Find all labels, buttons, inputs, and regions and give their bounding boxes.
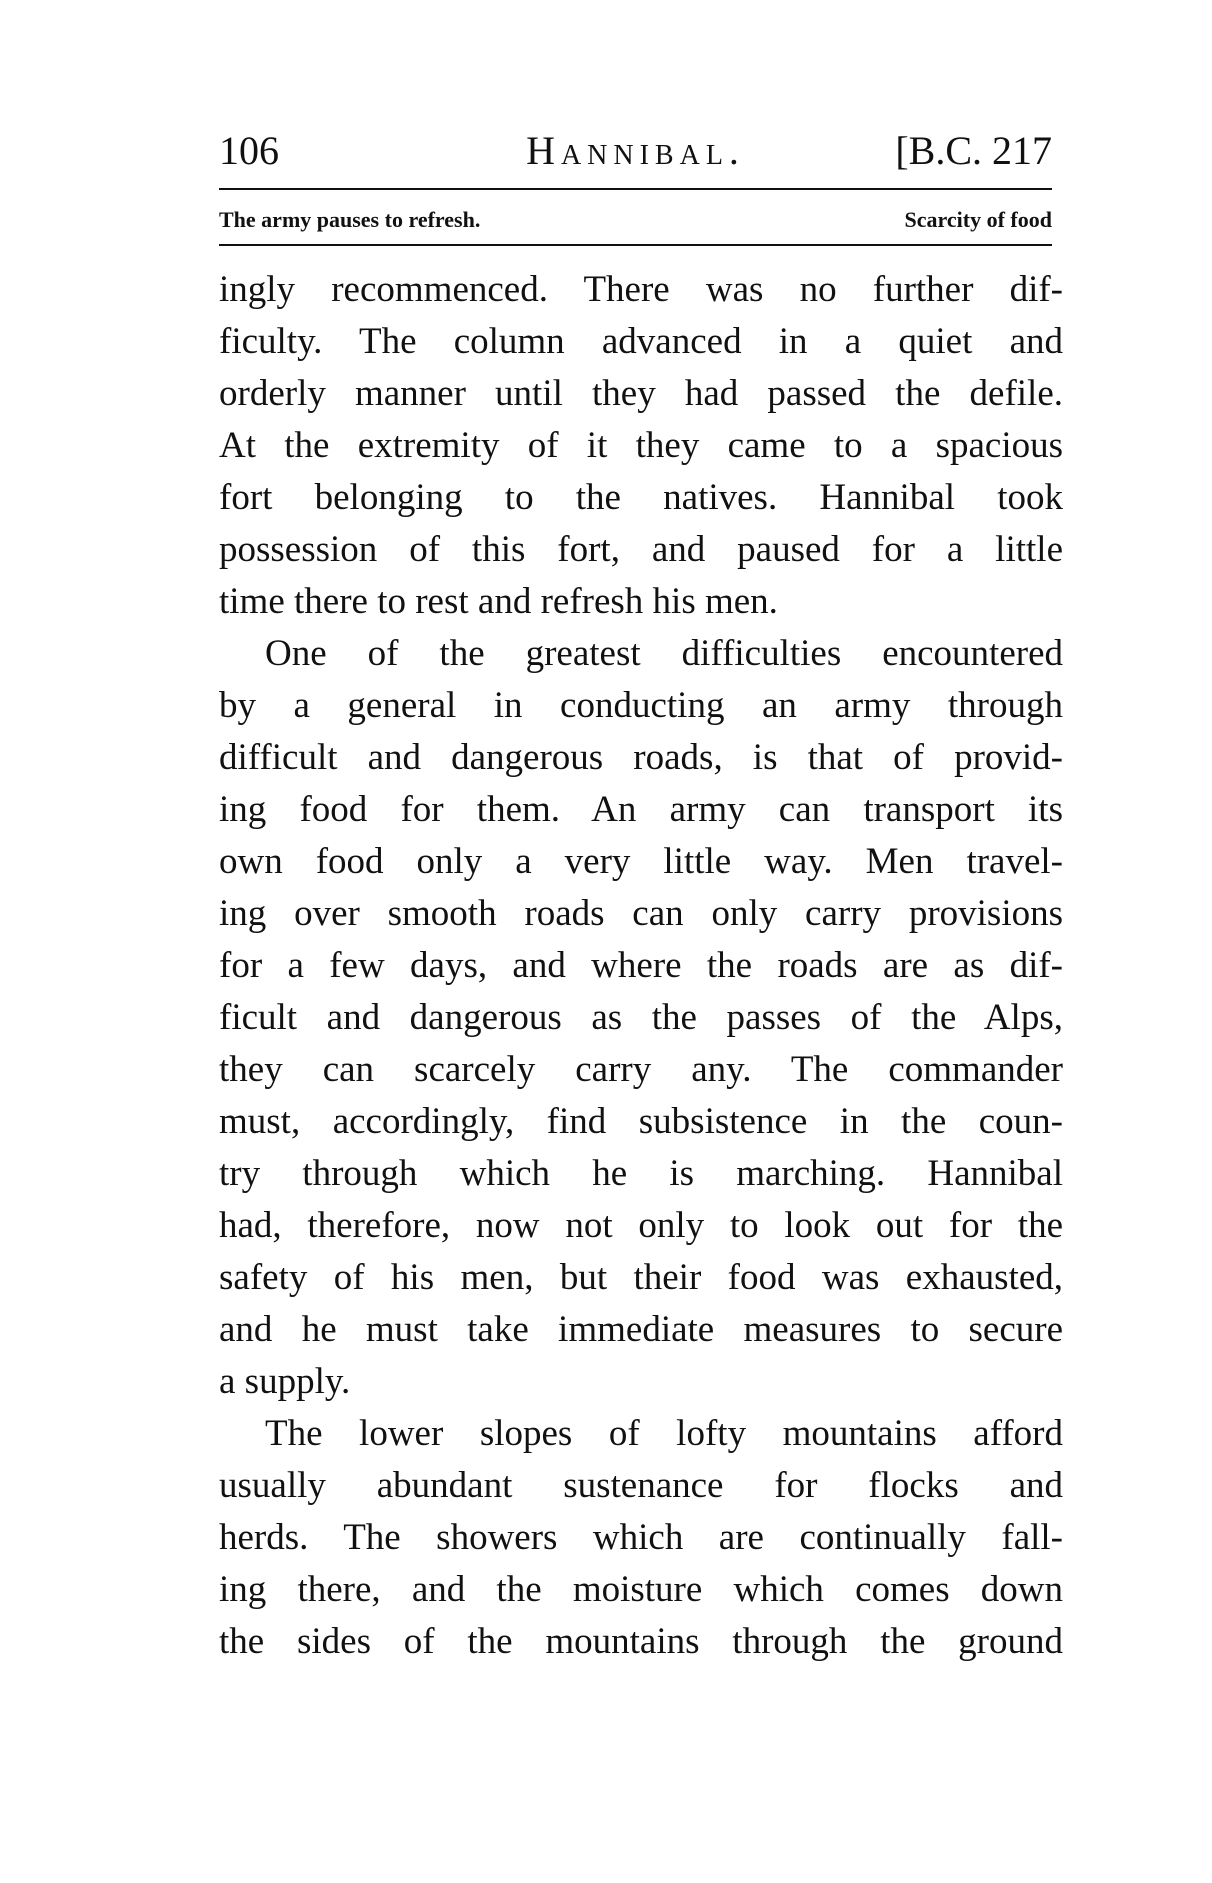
text-line: own food only a very little way. Men travel-: [219, 841, 1063, 882]
text-line: ingly recommenced. There was no further dif-: [219, 269, 1063, 310]
text-line: One of the greatest difficulties encountered: [265, 633, 1063, 674]
text-line: must, accordingly, find subsistence in the coun-: [219, 1101, 1063, 1142]
header-rule-bottom: [219, 244, 1052, 246]
text-line: the sides of the mountains through the ground: [219, 1621, 1063, 1662]
marginal-notes: [219, 205, 1052, 235]
text-line: ficult and dangerous as the passes of the Alps,: [219, 997, 1063, 1038]
text-line: had, therefore, now not only to look out for the: [219, 1205, 1063, 1246]
text-line: ing there, and the moisture which comes down: [219, 1569, 1063, 1610]
text-line: and he must take immediate measures to secure: [219, 1309, 1063, 1350]
text-line: they can scarcely carry any. The commander: [219, 1049, 1063, 1090]
text-line: usually abundant sustenance for flocks and: [219, 1465, 1063, 1506]
text-line: fort belonging to the natives. Hannibal took: [219, 477, 1063, 518]
body-text: [219, 264, 1063, 1668]
page-number: 106: [219, 128, 279, 173]
marginal-note-right: Scarcity of food: [904, 207, 1052, 232]
text-line: by a general in conducting an army through: [219, 685, 1063, 726]
text-line: At the extremity of it they came to a spacious: [219, 425, 1063, 466]
text-line: difficult and dangerous roads, is that of provid-: [219, 737, 1063, 778]
running-title: Hannibal.: [526, 128, 745, 173]
text-line: herds. The showers which are continually fall-: [219, 1517, 1063, 1558]
text-line: The lower slopes of lofty mountains afford: [265, 1413, 1063, 1454]
text-line: a supply.: [219, 1361, 351, 1402]
text-line: for a few days, and where the roads are as dif-: [219, 945, 1063, 986]
text-line: try through which he is marching. Hannibal: [219, 1153, 1063, 1194]
text-line: ing food for them. An army can transport its: [219, 789, 1063, 830]
date-range: [B.C. 217: [895, 128, 1052, 173]
text-line: orderly manner until they had passed the defile.: [219, 373, 1063, 414]
header-rule-top: [219, 188, 1052, 190]
marginal-note-left: The army pauses to refresh.: [219, 207, 481, 232]
text-line: ficulty. The column advanced in a quiet and: [219, 321, 1063, 362]
text-line: safety of his men, but their food was exhausted,: [219, 1257, 1063, 1298]
text-line: possession of this fort, and paused for a little: [219, 529, 1063, 570]
running-head: [219, 126, 1052, 176]
text-line: time there to rest and refresh his men.: [219, 581, 778, 622]
text-line: ing over smooth roads can only carry provisions: [219, 893, 1063, 934]
